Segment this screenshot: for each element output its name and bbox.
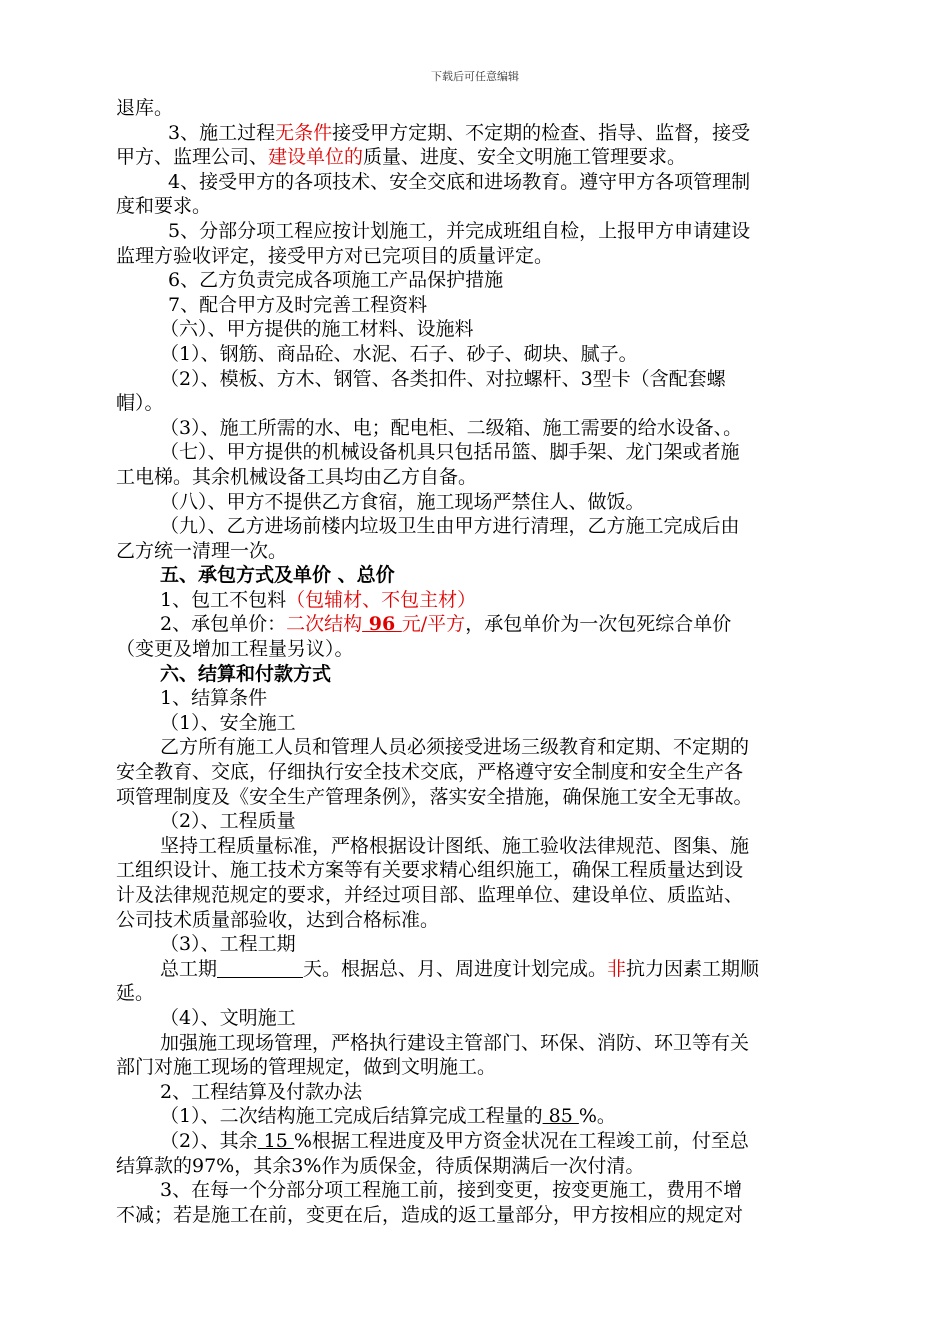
line: 项管理制度及《安全生产管理条例》，落实安全措施，确保施工安全无事故。 — [116, 785, 753, 808]
section-7: （七）、甲方提供的机械设备机具只包括吊篮、脚手架、龙门架或者施 — [160, 441, 740, 464]
highlight-text: 建设单位的 — [268, 146, 364, 169]
page-header: 下载后可任意编辑 — [431, 70, 519, 83]
clause-3: 3、施工过程无条件接受甲方定期、不定期的检查、指导、监督，接受 — [168, 121, 751, 144]
clause-6: 6、乙方负责完成各项施工产品保护措施 — [168, 269, 504, 292]
heading-settlement: 六、结算和付款方式 — [160, 662, 332, 685]
percent-value: 85 — [542, 1105, 579, 1128]
highlight-text: 非 — [607, 957, 627, 980]
contract-item-2: 2、承包单价：二次结构 96 元/平方，承包单价为一次包死综合单价 — [160, 613, 732, 636]
payment-item-2: （2）、其余 15 %根据工程进度及甲方资金状况在工程竣工前，付至总 — [160, 1129, 749, 1152]
highlight-text: 二次结构 — [286, 613, 363, 636]
subheading-safety: （1）、安全施工 — [160, 711, 296, 734]
highlight-text: 无条件 — [275, 121, 333, 144]
line: 坚持工程质量标准，严格根据设计图纸、施工验收法律规范、图集、施 — [160, 834, 750, 857]
section-8: （八）、甲方不提供乙方食宿，施工现场严禁住人、做饭。 — [160, 490, 645, 513]
line: 监理方验收评定，接受甲方对已完项目的质量评定。 — [116, 244, 554, 267]
line: 加强施工现场管理，严格执行建设主管部门、环保、消防、环卫等有关 — [160, 1031, 750, 1054]
document-body — [116, 96, 866, 1227]
line: 工组织设计、施工技术方案等有关要求精心组织施工，确保工程质量达到设 — [116, 859, 744, 882]
line: 安全教育、交底，仔细执行安全技术交底，严格遵守安全制度和安全生产各 — [116, 761, 744, 784]
duration-blank — [217, 959, 303, 978]
line: 度和要求。 — [116, 195, 212, 218]
clause-4: 4、接受甲方的各项技术、安全交底和进场教育。遵守甲方各项管理制 — [168, 170, 751, 193]
line: 结算款的97%，其余3%作为质保金，待质保期满后一次付清。 — [116, 1154, 645, 1177]
highlight-text: （包辅材、不包主材） — [286, 588, 477, 611]
line: 部门对施工现场的管理规定，做到文明施工。 — [116, 1056, 497, 1079]
percent-value: 15 — [257, 1129, 294, 1152]
contract-item-1: 1、包工不包料（包辅材、不包主材） — [160, 588, 477, 611]
line: 乙方所有施工人员和管理人员必须接受进场三级教育和定期、不定期的 — [160, 736, 750, 759]
settlement-item-1: 1、结算条件 — [160, 687, 268, 710]
item-3: （3）、施工所需的水、电；配电柜、二级箱、施工需要的给水设备、。 — [160, 416, 743, 439]
subheading-quality: （2）、工程质量 — [160, 810, 296, 833]
clause-5: 5、分部分项工程应按计划施工，并完成班组自检，上报甲方申请建设 — [168, 219, 751, 242]
line: 帽）。 — [116, 392, 164, 415]
line: 公司技术质量部验收，达到合格标准。 — [116, 908, 440, 931]
section-9: （九）、乙方进场前楼内垃圾卫生由甲方进行清理，乙方施工完成后由 — [160, 515, 740, 538]
line: 甲方、监理公司、建设单位的质量、进度、安全文明施工管理要求。 — [116, 146, 687, 169]
unit-price-value: 96 — [362, 613, 402, 636]
clause-7: 7、配合甲方及时完善工程资料 — [168, 293, 428, 316]
settlement-item-3: 3、在每一个分部分项工程施工前，接到变更，按变更施工，费用不增 — [160, 1179, 743, 1202]
item-2: （2）、模板、方木、钢管、各类扣件、对拉螺杆、3型卡（含配套螺 — [160, 367, 726, 390]
line: 工电梯。其余机械设备工具均由乙方自备。 — [116, 465, 478, 488]
settlement-item-2: 2、工程结算及付款办法 — [160, 1080, 363, 1103]
line: 退库。 — [116, 97, 174, 119]
subheading-civilized: （4）、文明施工 — [160, 1006, 296, 1029]
heading-contract-method: 五、承包方式及单价 、总价 — [160, 564, 395, 587]
payment-item-1: （1）、二次结构施工完成后结算完成工程量的 85 %。 — [160, 1105, 616, 1128]
line: 不减；若是施工在前，变更在后，造成的返工量部分，甲方按相应的规定对 — [116, 1203, 744, 1226]
section-6-heading: （六）、甲方提供的施工材料、设施料 — [160, 318, 474, 341]
line: （变更及增加工程量另议）。 — [116, 638, 354, 661]
highlight-text: 元/平方 — [401, 613, 466, 636]
line: 计及法律规范规定的要求，并经过项目部、监理单位、建设单位、质监站、 — [116, 884, 744, 906]
item-1: （1）、钢筋、商品砼、水泥、石子、砂子、砌块、腻子。 — [160, 342, 638, 365]
line: 总工期 天。根据总、月、周进度计划完成。非抗力因素工期顺 — [160, 957, 760, 980]
line: 乙方统一清理一次。 — [116, 539, 288, 562]
subheading-schedule: （3）、工程工期 — [160, 933, 296, 956]
line: 延。 — [116, 982, 155, 1005]
